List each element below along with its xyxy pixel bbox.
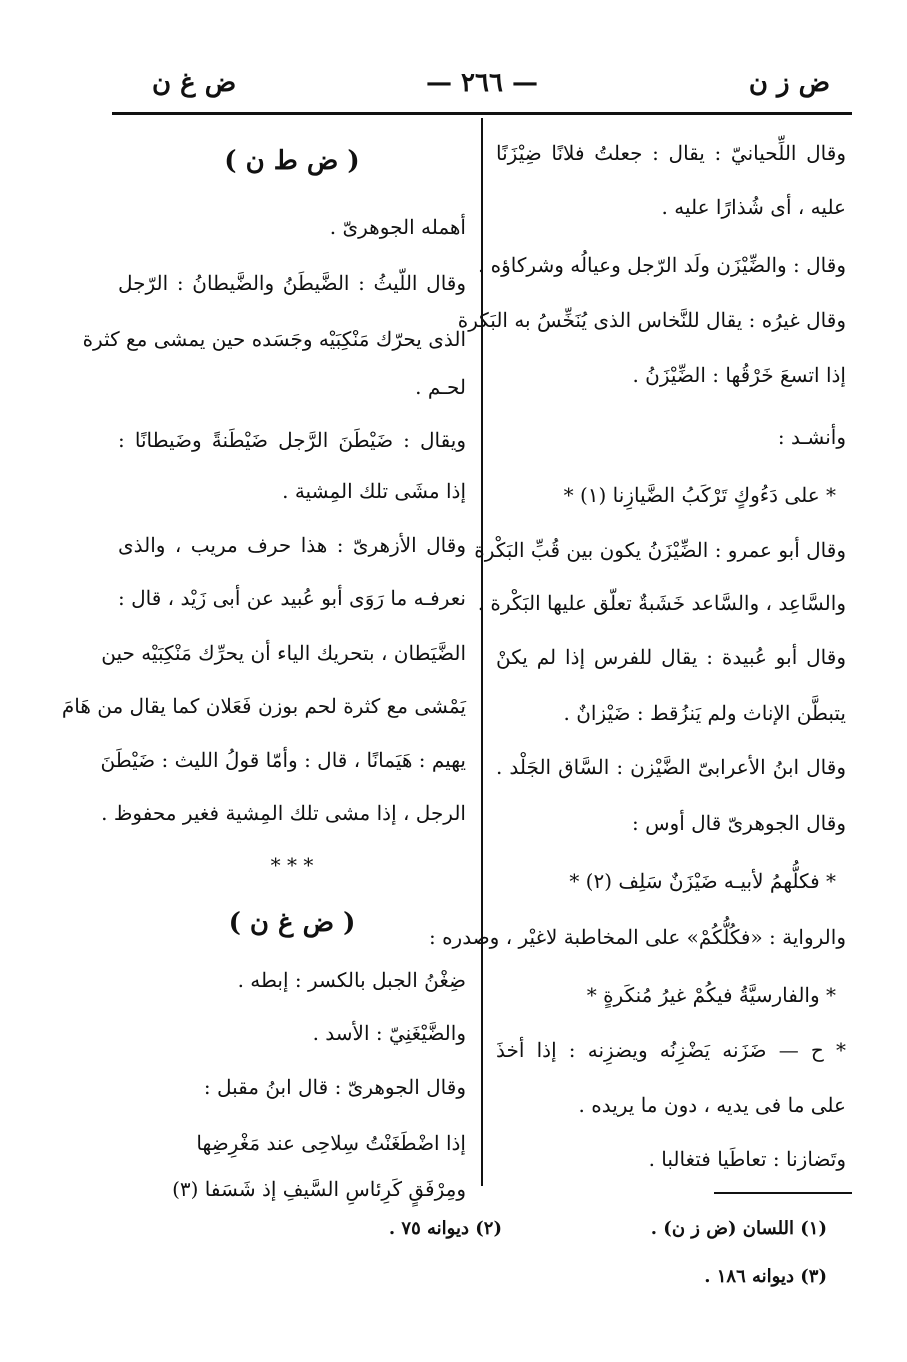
text-line: وقال اللّيثُ : الضَّيطَنُ والضَّيطانُ : الرّجل bbox=[118, 271, 466, 295]
text-line: إذا اتسعَ خَرْقُها : الضِّيْزَنُ . bbox=[632, 363, 846, 387]
text-line: يهيم : هَيَمانًا ، قال : وأمّا قولُ الليث : ضَيْطَنَ bbox=[100, 748, 466, 772]
footnote: (١) اللسان (ض ز ن) . bbox=[650, 1218, 827, 1239]
text-line: إذا اضْطَغَنْتُ سِلاحِى عند مَغْرِضِها bbox=[196, 1131, 466, 1155]
text-line: وقال الجوهرىّ قال أوس : bbox=[632, 811, 846, 835]
text-line: عليه ، أى شُذارًا عليه . bbox=[661, 195, 846, 219]
text-line: ( ض ط ن ) bbox=[224, 146, 360, 176]
text-line: والضَّيْغَنِيّ : الأسد . bbox=[312, 1021, 466, 1045]
text-line: نعرفـه ما رَوَى أبو عُبيد عن أبى زَيْد ، قال : bbox=[118, 586, 466, 610]
text-line: ومِرْفَقٍ كَرِئاسِ السَّيفِ إذ شَسَفا (٣) bbox=[172, 1177, 466, 1201]
header-root-right: ض ز ن bbox=[748, 68, 830, 98]
text-line: وقال اللِّحيانيّ : يقال : جعلتُ فلانًا ضِيْزَنًا bbox=[496, 141, 846, 165]
text-line: وتَضازنا : تعاطَيا فتغالبا . bbox=[648, 1147, 846, 1171]
text-line: * على دَءُوكٍ تَرْكَبُ الضَّيازِنا (١) * bbox=[563, 483, 836, 507]
page-number: — ٢٦٦ — bbox=[425, 68, 539, 98]
text-line: وقال غيرُه : يقال للنَّخاس الذى يُنَخِّسُ به البَكرة bbox=[457, 308, 846, 332]
text-line: وقال أبو عمرو : الضِّيْزَنُ يكون بين قُبِّ البَكْرة bbox=[474, 538, 846, 562]
text-line: لحـم . bbox=[415, 375, 466, 399]
text-line: * فكلُّهمُ لأبيـه ضَيْزَنٌ سَلِف (٢) * bbox=[569, 869, 836, 893]
footnote: (٣) ديوانه ١٨٦ . bbox=[704, 1266, 827, 1287]
text-line: يتبطَّن الإناث ولم يَنزُقط : ضَيْزانٌ . bbox=[563, 701, 846, 725]
text-line: ( ض غ ن ) bbox=[228, 908, 356, 938]
header-root-left: ض غ ن bbox=[152, 68, 237, 98]
text-line: يَمْشى مع كثرة لحم بوزن فَعَلان كما يقال من هَامَ bbox=[61, 694, 466, 718]
text-line: ويقال : ضَيْطَنَ الرَّجل ضَيْطَنةً وضَيطانًا : bbox=[118, 428, 466, 452]
text-line: * والفارسيَّةُ فيكُمْ غيرُ مُنكَرةٍ * bbox=[586, 983, 836, 1007]
text-line: وقال الجوهرىّ : قال ابنُ مقبل : bbox=[203, 1075, 466, 1099]
text-line: إذا مشَى تلك المِشية . bbox=[282, 479, 466, 503]
text-line: أهمله الجوهرىّ . bbox=[329, 215, 466, 239]
text-line: وقال أبو عُبيدة : يقال للفرس إذا لم يكنْ bbox=[496, 645, 846, 669]
text-line: وقال : والضِّيْزَن ولَد الرّجل وعيالُه وشركاؤه . bbox=[477, 253, 846, 277]
page-header bbox=[112, 60, 852, 110]
footnote: (٢) ديوانه ٧٥ . bbox=[388, 1218, 502, 1239]
text-line: الذى يحرّك مَنْكِبَيْه وجَسَده حين يمشى مع كثرة bbox=[82, 327, 466, 351]
text-line: الضَّيَطان ، بتحريك الياء أن يحرِّك مَنْكِبَيْه حين bbox=[101, 641, 466, 665]
text-line: والرواية : «فكُلُّكُمْ» على المخاطبة لاغيْر ، وصدره : bbox=[428, 925, 846, 949]
text-line: * * * bbox=[270, 853, 314, 877]
header-rule bbox=[112, 112, 852, 115]
text-line: وأنشـد : bbox=[777, 425, 846, 449]
text-line: الرجل ، إذا مشى تلك المِشية فغير محفوظ . bbox=[101, 801, 466, 825]
text-line: * ح — ضَزَنه يَضْزِنُه ويضزِنه : إذا أخذَ bbox=[496, 1038, 846, 1062]
text-line: ضِغْنُ الجبل بالكسر : إبطه . bbox=[237, 968, 466, 992]
footnote-rule bbox=[714, 1192, 852, 1194]
text-line: والسَّاعِد ، والسَّاعد خَشَبةٌ تعلّق عليها البَكْرة . bbox=[477, 591, 846, 615]
text-line: على ما فى يديه ، دون ما يريده . bbox=[578, 1093, 846, 1117]
text-line: وقال الأزهرىّ : هذا حرف مريب ، والذى bbox=[118, 533, 466, 557]
text-line: وقال ابنُ الأعرابىّ الضَّيْزن : السَّاق الجَلْد . bbox=[496, 755, 846, 779]
